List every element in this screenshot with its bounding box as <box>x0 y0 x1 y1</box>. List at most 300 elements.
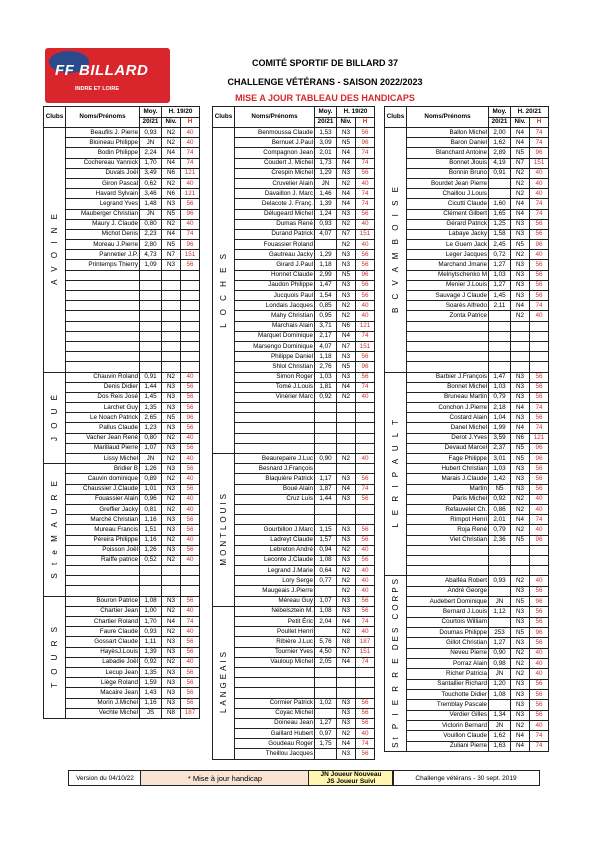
player-row <box>44 372 200 382</box>
moy-header: Moy. <box>315 107 337 118</box>
player-name <box>235 423 315 433</box>
player-average: 1,07 <box>140 443 162 453</box>
player-name <box>66 341 140 351</box>
player-level: N3 <box>337 606 356 616</box>
player-row <box>44 525 200 535</box>
player-row <box>213 596 375 606</box>
player-average: 0,90 <box>315 454 337 464</box>
player-average: 0,92 <box>315 392 337 402</box>
player-name: Fouassier Alain <box>66 494 140 504</box>
player-level: N4 <box>162 148 181 158</box>
player-average: 1,58 <box>489 229 511 239</box>
player-handicap: 96 <box>530 627 549 637</box>
player-level: N4 <box>511 138 530 148</box>
player-handicap: 56 <box>181 647 200 657</box>
player-handicap: 56 <box>181 443 200 453</box>
player-level: N2 <box>337 627 356 637</box>
player-row <box>213 392 375 402</box>
player-handicap: 74 <box>530 423 549 433</box>
player-handicap: 151 <box>356 647 375 657</box>
column-3-table <box>384 106 549 752</box>
player-average: 2,18 <box>489 403 511 413</box>
handicap-header: H. 19/20 <box>337 107 375 118</box>
player-name: Compagnon Jean <box>235 148 315 158</box>
player-level: N3 <box>337 260 356 270</box>
player-level: N3 <box>162 667 181 677</box>
player-level: N3 <box>511 484 530 494</box>
player-row <box>385 721 549 731</box>
player-handicap: 74 <box>530 403 549 413</box>
player-handicap: 40 <box>356 454 375 464</box>
player-level: N2 <box>337 454 356 464</box>
player-name <box>235 678 315 688</box>
player-handicap <box>181 341 200 351</box>
clubs-header: Clubs <box>385 107 407 128</box>
player-row <box>213 352 375 362</box>
player-name <box>66 270 140 280</box>
challenge-date: Challenge vétérans - 30 sept. 2019 <box>392 770 540 786</box>
club-name <box>213 454 235 607</box>
player-average: 0,92 <box>140 657 162 667</box>
player-handicap: 121 <box>356 321 375 331</box>
player-average: 2,00 <box>489 128 511 138</box>
player-handicap: 74 <box>530 209 549 219</box>
player-name: Doumas Philippe <box>407 627 489 637</box>
season-header: 20/21 <box>140 117 162 128</box>
niv-header: Niv. <box>511 117 530 128</box>
player-row <box>44 301 200 311</box>
h-header: H <box>530 117 549 128</box>
player-level: N3 <box>511 586 530 596</box>
player-name: Refauvelet Ch. <box>407 504 489 514</box>
player-handicap: 56 <box>181 688 200 698</box>
player-average: 1,51 <box>140 525 162 535</box>
player-handicap: 40 <box>530 494 549 504</box>
player-average: 2,99 <box>315 270 337 280</box>
player-average <box>315 678 337 688</box>
player-row <box>213 667 375 677</box>
player-level: N2 <box>511 525 530 535</box>
player-handicap <box>530 362 549 372</box>
player-level: N5 <box>162 209 181 219</box>
player-row <box>213 535 375 545</box>
player-row <box>385 291 549 301</box>
player-average <box>489 178 511 188</box>
player-row <box>385 596 549 606</box>
player-level <box>511 362 530 372</box>
player-level: N7 <box>511 158 530 168</box>
player-name: Courtois William <box>407 617 489 627</box>
player-handicap: 56 <box>181 678 200 688</box>
player-name: Honnet Claude <box>235 270 315 280</box>
player-average: 0,89 <box>140 474 162 484</box>
player-level: N8 <box>162 708 181 718</box>
player-row <box>44 484 200 494</box>
player-name: Porraz Alain <box>407 659 489 669</box>
player-average <box>315 403 337 413</box>
player-average <box>489 352 511 362</box>
player-level <box>162 321 181 331</box>
player-handicap <box>530 331 549 341</box>
player-row <box>44 209 200 219</box>
player-handicap <box>181 270 200 280</box>
player-handicap: 56 <box>181 382 200 392</box>
player-name <box>407 555 489 565</box>
player-level: N4 <box>337 148 356 158</box>
player-average: 1,57 <box>315 535 337 545</box>
player-row <box>44 596 200 606</box>
player-level: N4 <box>337 382 356 392</box>
player-average <box>140 362 162 372</box>
player-average <box>489 566 511 576</box>
player-average: 2,80 <box>140 240 162 250</box>
player-handicap: 121 <box>530 433 549 443</box>
player-name: Marais J.Claude <box>407 474 489 484</box>
player-average: 0,77 <box>315 576 337 586</box>
player-level: N3 <box>337 525 356 535</box>
player-average <box>315 749 337 759</box>
player-level: N2 <box>337 392 356 402</box>
player-row <box>213 219 375 229</box>
player-name: Besnard J.François <box>235 464 315 474</box>
player-handicap: 96 <box>356 138 375 148</box>
player-name: Barbier J.François <box>407 372 489 382</box>
player-level: N3 <box>337 749 356 759</box>
player-row <box>213 729 375 739</box>
player-average: 1,26 <box>140 464 162 474</box>
player-handicap: 74 <box>356 331 375 341</box>
player-level: N3 <box>337 698 356 708</box>
player-level: N3 <box>162 199 181 209</box>
player-name: Greffier Jacky <box>66 504 140 514</box>
player-row <box>213 189 375 199</box>
player-average: 1,12 <box>489 607 511 617</box>
player-row <box>44 688 200 698</box>
player-name: Soarès Alfredo <box>407 301 489 311</box>
player-row <box>385 392 549 402</box>
player-average: 1,70 <box>140 158 162 168</box>
player-level <box>162 566 181 576</box>
player-name: Viet Christian <box>407 535 489 545</box>
player-row <box>213 321 375 331</box>
player-row <box>385 443 549 453</box>
player-row <box>385 648 549 658</box>
player-average: 1,03 <box>489 382 511 392</box>
player-handicap: 40 <box>181 138 200 148</box>
player-name: Gourbillon J.Marc <box>235 525 315 535</box>
player-handicap: 121 <box>181 189 200 199</box>
player-row <box>213 433 375 443</box>
update-note: * Mise à jour handicap <box>140 770 310 786</box>
player-average: 0,62 <box>140 178 162 188</box>
player-handicap: 96 <box>356 362 375 372</box>
player-level: N5 <box>337 362 356 372</box>
player-level: N2 <box>162 555 181 565</box>
player-level: N4 <box>511 423 530 433</box>
player-average <box>315 464 337 474</box>
player-handicap: 56 <box>356 291 375 301</box>
player-row <box>213 270 375 280</box>
player-level <box>337 403 356 413</box>
player-average: 0,72 <box>489 250 511 260</box>
player-handicap: 40 <box>181 606 200 616</box>
player-level: N3 <box>511 280 530 290</box>
player-row <box>385 741 549 751</box>
player-handicap <box>181 311 200 321</box>
player-average: 2,37 <box>489 443 511 453</box>
player-row <box>44 504 200 514</box>
player-handicap: 40 <box>356 545 375 555</box>
player-handicap: 151 <box>356 341 375 351</box>
player-level: N2 <box>162 657 181 667</box>
player-handicap: 96 <box>356 270 375 280</box>
player-level <box>337 667 356 677</box>
player-row <box>213 168 375 178</box>
player-name: Jaudon Philippe <box>235 280 315 290</box>
player-name: Denis Didier <box>66 382 140 392</box>
player-level: N3 <box>162 423 181 433</box>
player-average: 1,02 <box>315 698 337 708</box>
player-row <box>213 280 375 290</box>
player-name <box>66 301 140 311</box>
player-row <box>213 199 375 209</box>
player-level <box>162 331 181 341</box>
player-level <box>162 352 181 362</box>
player-row <box>385 454 549 464</box>
player-name: Verdier Gilles <box>407 710 489 720</box>
player-row <box>44 678 200 688</box>
player-average: 1,03 <box>315 372 337 382</box>
player-handicap: 56 <box>530 229 549 239</box>
player-average: 4,19 <box>489 158 511 168</box>
player-average: 1,45 <box>489 291 511 301</box>
player-handicap: 151 <box>356 229 375 239</box>
player-row <box>385 250 549 260</box>
player-average: 253 <box>489 627 511 637</box>
player-name: Hubert Christian <box>407 464 489 474</box>
player-average: 0,93 <box>140 627 162 637</box>
player-average: 1,26 <box>140 545 162 555</box>
player-average <box>315 504 337 514</box>
player-level: N3 <box>511 291 530 301</box>
player-name <box>235 504 315 514</box>
player-row <box>385 504 549 514</box>
player-row <box>385 331 549 341</box>
club-label: St P I E R R E DES CORPS <box>390 576 400 749</box>
player-handicap: 40 <box>181 433 200 443</box>
player-average: 1,00 <box>140 606 162 616</box>
player-row <box>213 504 375 514</box>
player-average: JN <box>489 721 511 731</box>
committee-title: COMITÉ SPORTIF DE BILLARD 37 <box>251 58 398 68</box>
player-handicap: 56 <box>181 392 200 402</box>
player-handicap: 56 <box>181 545 200 555</box>
player-handicap <box>356 688 375 698</box>
player-handicap: 40 <box>181 474 200 484</box>
player-level: N3 <box>337 250 356 260</box>
player-level: N7 <box>337 341 356 351</box>
player-average <box>140 586 162 596</box>
player-row <box>213 178 375 188</box>
player-level: N2 <box>337 240 356 250</box>
names-header: Noms/Prénoms <box>66 107 140 128</box>
player-level <box>511 555 530 565</box>
player-name: Chauvin Roland <box>66 372 140 382</box>
player-handicap: 56 <box>181 698 200 708</box>
player-level: N3 <box>162 596 181 606</box>
player-average: 1,27 <box>315 718 337 728</box>
player-handicap: 96 <box>181 209 200 219</box>
player-name <box>407 566 489 576</box>
player-level: N4 <box>337 331 356 341</box>
column-2-table <box>212 106 375 760</box>
player-level <box>511 321 530 331</box>
player-level: N2 <box>511 250 530 260</box>
update-title: MISE A JOUR TABLEAU DES HANDICAPS <box>235 93 415 103</box>
player-row <box>44 647 200 657</box>
player-handicap <box>530 545 549 555</box>
player-average <box>140 341 162 351</box>
player-name: Bernuet J.Paul <box>235 138 315 148</box>
player-name: Ribière J.Luc <box>235 637 315 647</box>
player-level: N2 <box>511 721 530 731</box>
player-level: N2 <box>337 566 356 576</box>
player-level: N3 <box>337 168 356 178</box>
player-name: Tomé J.Louis <box>235 382 315 392</box>
player-row <box>385 168 549 178</box>
player-average: 1,73 <box>315 158 337 168</box>
player-level: N3 <box>162 464 181 474</box>
player-average <box>140 321 162 331</box>
player-row <box>385 710 549 720</box>
player-handicap: 56 <box>356 352 375 362</box>
player-level: N3 <box>511 700 530 710</box>
player-average: 1,11 <box>140 637 162 647</box>
player-name: Vechte Michel <box>66 708 140 718</box>
player-average <box>140 280 162 290</box>
player-average: 1,27 <box>489 638 511 648</box>
player-row <box>44 413 200 423</box>
player-row <box>385 209 549 219</box>
player-name <box>235 403 315 413</box>
player-handicap: 56 <box>530 700 549 710</box>
player-handicap: 56 <box>181 596 200 606</box>
player-handicap: 56 <box>530 638 549 648</box>
player-level: N4 <box>511 209 530 219</box>
player-name: Clément Gilbert <box>407 209 489 219</box>
player-level <box>511 566 530 576</box>
player-average: 1,59 <box>140 678 162 688</box>
player-row <box>385 311 549 321</box>
player-row <box>385 148 549 158</box>
player-level: N5 <box>511 535 530 545</box>
player-average: 1,39 <box>140 647 162 657</box>
player-handicap: 56 <box>356 250 375 260</box>
player-average: 0,98 <box>489 659 511 669</box>
player-row <box>385 535 549 545</box>
player-average: 1,29 <box>315 250 337 260</box>
player-row <box>44 555 200 565</box>
player-handicap: 74 <box>356 484 375 494</box>
player-handicap: 56 <box>530 372 549 382</box>
player-name: Lebreton André <box>235 545 315 555</box>
player-row <box>44 280 200 290</box>
player-handicap: 56 <box>530 392 549 402</box>
player-name: Marchand Jmarie <box>407 260 489 270</box>
player-name: Goudeau Roger <box>235 739 315 749</box>
club-label: A V O I N E <box>49 211 59 286</box>
player-handicap: 56 <box>356 596 375 606</box>
player-name <box>235 433 315 443</box>
player-row <box>44 189 200 199</box>
player-level: N2 <box>337 311 356 321</box>
player-handicap <box>530 555 549 565</box>
player-average: 4,07 <box>315 229 337 239</box>
player-handicap <box>356 413 375 423</box>
player-level <box>337 464 356 474</box>
handicap-header: H. 20/21 <box>511 107 549 118</box>
player-average <box>140 291 162 301</box>
player-row <box>213 627 375 637</box>
player-handicap: 40 <box>530 250 549 260</box>
player-average: 0,90 <box>489 648 511 658</box>
player-name: Bruneau Martin <box>407 392 489 402</box>
player-row <box>44 158 200 168</box>
player-row <box>385 464 549 474</box>
player-row <box>44 545 200 555</box>
player-average: JN <box>489 596 511 606</box>
player-handicap <box>356 667 375 677</box>
player-handicap <box>181 291 200 301</box>
player-name: Cochereau Yannick <box>66 158 140 168</box>
club-label: S t e M A U R E <box>49 478 59 579</box>
player-average: 1,42 <box>489 474 511 484</box>
player-row <box>44 667 200 677</box>
player-level: N6 <box>337 321 356 331</box>
player-average: 0,91 <box>489 168 511 178</box>
player-row <box>44 586 200 596</box>
player-handicap: 56 <box>530 607 549 617</box>
player-name: Victorin Bernard <box>407 721 489 731</box>
player-name: Marillaud Pierre <box>66 443 140 453</box>
player-name: Theillou Jacques <box>235 749 315 759</box>
player-name: Gautreau Jacky <box>235 250 315 260</box>
player-level: N2 <box>511 576 530 586</box>
season-header: 20/21 <box>315 117 337 128</box>
player-name: Marsengo Dominique <box>235 341 315 351</box>
player-name: Bonnet Jlouis <box>407 158 489 168</box>
player-name: Dumas René <box>235 219 315 229</box>
player-level: N4 <box>337 189 356 199</box>
player-level: N2 <box>162 474 181 484</box>
player-handicap: 40 <box>181 494 200 504</box>
player-row <box>213 331 375 341</box>
player-row <box>385 341 549 351</box>
player-level <box>162 576 181 586</box>
player-row <box>385 260 549 270</box>
player-name: Labadie Joël <box>66 657 140 667</box>
player-average <box>140 311 162 321</box>
player-average: 0,95 <box>315 311 337 321</box>
player-level <box>337 433 356 443</box>
player-row <box>213 372 375 382</box>
player-row <box>213 413 375 423</box>
player-name: Gillot Christian <box>407 638 489 648</box>
player-row <box>385 617 549 627</box>
club-name <box>385 372 407 576</box>
player-average: 1,43 <box>140 688 162 698</box>
player-name: Jucquois Paul <box>235 291 315 301</box>
